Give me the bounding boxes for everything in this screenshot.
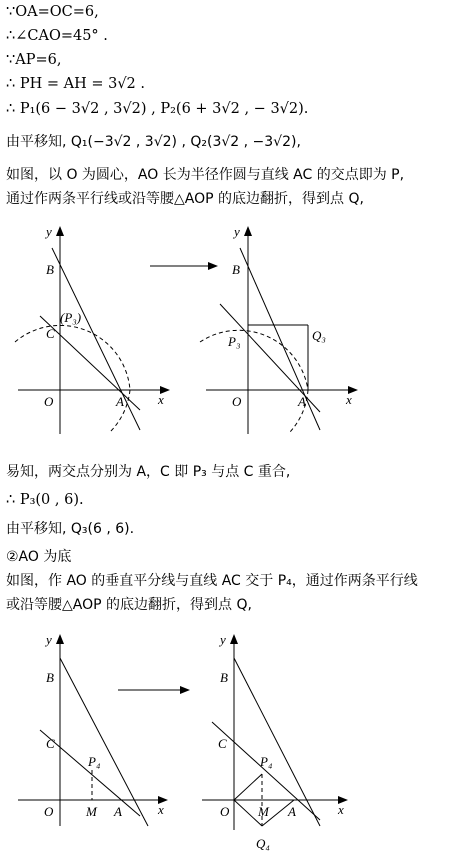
fig2-point-p3: P₃ <box>228 334 241 349</box>
fig4-point-m: M <box>258 804 269 819</box>
line-q1-q2: 由平移知, Q₁(−3√2 , 3√2) , Q₂(3√2 , −3√2), <box>6 134 301 150</box>
fig4-origin: O <box>220 804 230 819</box>
fig3-point-b: B <box>46 670 54 685</box>
figure-4 <box>190 630 390 856</box>
figure-3 <box>0 630 200 830</box>
fig2-point-b: B <box>232 262 240 277</box>
fig4-point-q4: Q₄ <box>256 836 270 851</box>
figure-1 <box>0 222 200 442</box>
fig4-point-b: B <box>220 670 228 685</box>
line-parallel-fold: 通过作两条平行线或沿等腰△AOP 的底边翻折，得到点 Q, <box>6 191 364 207</box>
fig1-x-label: x <box>158 392 164 407</box>
fig4-point-p4: P₄ <box>260 754 273 769</box>
line-fold-q: 或沿等腰△AOP 的底边翻折，得到点 Q, <box>6 597 252 613</box>
fig3-origin: O <box>44 804 54 819</box>
fig3-x-label: x <box>158 802 164 817</box>
fig3-point-a: A <box>114 804 122 819</box>
line-perpendicular-bisector: 如图，作 AO 的垂直平分线与直线 AC 交于 P₄，通过作两条平行线 <box>6 573 418 589</box>
fig4-x-label: x <box>338 802 344 817</box>
fig3-point-c: C <box>46 736 55 751</box>
line-q3: 由平移知, Q₃(6 , 6). <box>6 521 135 537</box>
fig3-point-p4: P₄ <box>88 754 101 769</box>
fig4-point-a: A <box>288 804 296 819</box>
figure-2 <box>190 222 390 442</box>
fig2-x-label: x <box>346 392 352 407</box>
line-given-ap: ∵AP=6, <box>6 52 62 68</box>
line-angle-cao: ∴∠CAO=45° . <box>6 28 108 44</box>
fig1-origin: O <box>44 394 54 409</box>
fig2-y-label: y <box>234 224 240 239</box>
fig2-point-a: A <box>298 394 306 409</box>
line-circle-construction: 如图，以 O 为圆心，AO 长为半径作圆与直线 AC 的交点即为 P, <box>6 167 405 183</box>
line-given-oa-oc: ∵OA=OC=6, <box>6 4 99 20</box>
fig1-y-label: y <box>46 224 52 239</box>
fig2-origin: O <box>232 394 242 409</box>
fig3-y-label: y <box>46 632 52 647</box>
fig4-y-label: y <box>220 632 226 647</box>
fig3-point-m: M <box>86 804 97 819</box>
fig1-point-b: B <box>46 262 54 277</box>
line-intersections: 易知，两交点分别为 A，C 即 P₃ 与点 C 重合, <box>6 464 291 480</box>
line-p1-p2: ∴ P₁(6 − 3√2 , 3√2) , P₂(6 + 3√2 , − 3√2). <box>6 101 309 117</box>
fig4-point-c: C <box>218 736 227 751</box>
fig1-point-a: A <box>116 394 124 409</box>
line-case-ao-base: ②AO 为底 <box>6 549 72 565</box>
fig1-point-p3: (P₃) <box>60 310 82 325</box>
fig1-point-c: C <box>46 326 55 341</box>
arrow-2 <box>118 682 193 698</box>
line-ph-ah: ∴ PH = AH = 3√2 . <box>6 76 145 92</box>
fig2-point-q3: Q₃ <box>312 328 326 343</box>
line-p3: ∴ P₃(0 , 6). <box>6 492 84 508</box>
